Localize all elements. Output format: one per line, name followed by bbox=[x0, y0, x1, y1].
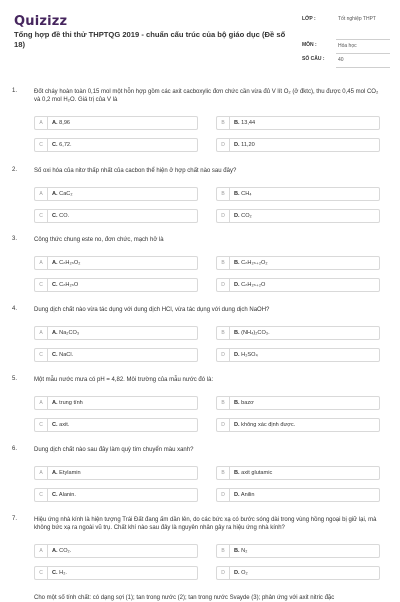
option-prefix: C. bbox=[52, 142, 58, 148]
option-letter: A bbox=[35, 545, 48, 557]
option-d[interactable] bbox=[216, 418, 380, 432]
option-letter: A bbox=[35, 257, 48, 269]
option-letter: B bbox=[217, 188, 230, 200]
option-text: CO. bbox=[59, 213, 70, 219]
option-text: N₂ bbox=[241, 548, 248, 554]
option-text: 11,20 bbox=[241, 142, 255, 148]
option-text: 8,96 bbox=[59, 120, 71, 126]
option-letter: A bbox=[35, 117, 48, 129]
option-prefix: A. bbox=[52, 330, 58, 336]
option-prefix: D. bbox=[234, 492, 240, 498]
option-text: không xác định được. bbox=[241, 422, 296, 428]
option-text: axit glutamic bbox=[241, 470, 273, 476]
option-prefix: C. bbox=[52, 492, 58, 498]
option-text: Na₂CO₃ bbox=[59, 330, 80, 336]
meta-subject-label: MÔN : bbox=[302, 42, 317, 48]
option-b[interactable] bbox=[216, 466, 380, 480]
option-prefix: D. bbox=[234, 422, 240, 428]
option-text: Etylamin bbox=[59, 470, 81, 476]
question-number: 5. bbox=[12, 376, 18, 382]
option-letter: D bbox=[217, 139, 230, 151]
option-c[interactable] bbox=[34, 418, 198, 432]
option-prefix: C. bbox=[52, 282, 58, 288]
option-text: CₙH₂ₙO₂ bbox=[59, 260, 81, 266]
option-letter: D bbox=[217, 210, 230, 222]
option-text: Alanin. bbox=[58, 492, 76, 498]
option-c[interactable] bbox=[34, 209, 198, 223]
meta-count bbox=[302, 54, 394, 68]
option-text: CO₂. bbox=[59, 548, 72, 554]
question-text-cutoff: Cho một số tính chất: có dạng sợi (1); tan trong nước (2); tan trong nước Svayde (3); phản ứng với axit nitric đặc bbox=[34, 595, 335, 601]
question-text: Dung dịch chất nào vừa tác dụng với dung dịch HCl, vừa tác dụng với dung dịch NaOH? bbox=[34, 307, 270, 313]
option-a[interactable] bbox=[34, 326, 198, 340]
option-prefix: A. bbox=[52, 191, 58, 197]
option-text: 6,72. bbox=[59, 142, 72, 148]
meta-subject bbox=[302, 40, 394, 54]
option-d[interactable] bbox=[216, 488, 380, 502]
option-text: H₂SO₄ bbox=[241, 352, 258, 358]
question-number: 7. bbox=[12, 516, 18, 522]
meta-subject-value: Hóa học bbox=[338, 43, 357, 49]
option-b[interactable] bbox=[216, 187, 380, 201]
option-d[interactable] bbox=[216, 348, 380, 362]
option-letter: C bbox=[35, 349, 48, 361]
option-letter: B bbox=[217, 327, 230, 339]
option-letter: B bbox=[217, 545, 230, 557]
option-prefix: D. bbox=[234, 213, 240, 219]
option-letter: D bbox=[217, 419, 230, 431]
option-letter: C bbox=[35, 567, 48, 579]
quizizz-logo: Quizizz bbox=[14, 14, 68, 29]
option-a[interactable] bbox=[34, 256, 198, 270]
option-letter: C bbox=[35, 419, 48, 431]
option-prefix: C. bbox=[52, 570, 58, 576]
meta-class-label: LỚP : bbox=[302, 16, 316, 22]
option-prefix: C. bbox=[52, 352, 58, 358]
option-c[interactable] bbox=[34, 348, 198, 362]
option-text: H₂. bbox=[59, 570, 67, 576]
meta-count-value: 40 bbox=[338, 57, 344, 63]
option-prefix: B. bbox=[234, 330, 240, 336]
option-letter: D bbox=[217, 489, 230, 501]
meta-divider bbox=[336, 67, 390, 68]
option-prefix: B. bbox=[234, 120, 240, 126]
option-letter: B bbox=[217, 467, 230, 479]
question-number: 3. bbox=[12, 236, 18, 242]
option-letter: C bbox=[35, 139, 48, 151]
option-letter: D bbox=[217, 279, 230, 291]
option-letter: B bbox=[217, 397, 230, 409]
option-prefix: D. bbox=[234, 570, 240, 576]
option-letter: D bbox=[217, 567, 230, 579]
option-d[interactable] bbox=[216, 138, 380, 152]
option-text: (NH₄)₂CO₃. bbox=[241, 330, 270, 336]
option-a[interactable] bbox=[34, 544, 198, 558]
option-prefix: D. bbox=[234, 352, 240, 358]
option-c[interactable] bbox=[34, 278, 198, 292]
question-text: Một mẫu nước mưa có pH = 4,82. Môi trường của mẫu nước đó là: bbox=[34, 377, 214, 383]
option-prefix: A. bbox=[52, 548, 58, 554]
option-text: CaC₂ bbox=[59, 191, 73, 197]
option-text: axit. bbox=[59, 422, 70, 428]
option-prefix: B. bbox=[234, 191, 240, 197]
option-b[interactable] bbox=[216, 116, 380, 130]
question-number: 2. bbox=[12, 167, 18, 173]
option-letter: D bbox=[217, 349, 230, 361]
option-text: O₂ bbox=[241, 570, 248, 576]
question-item-cutoff bbox=[0, 594, 400, 602]
question-text: Hiệu ứng nhà kính là hiện tượng Trái Đất đang ấm dần lên, do các bức xạ có bước sóng dài trong vùng hồng ngoại bị giữ lại, mà không bức xạ ra ngoài vũ trụ. Chất khí nào sau đây là nguyên nhân gây ra hiệu ứng nhà kính? bbox=[34, 517, 377, 531]
option-text: bazơ bbox=[241, 400, 254, 406]
option-b[interactable] bbox=[216, 326, 380, 340]
option-prefix: A. bbox=[52, 260, 58, 266]
option-a[interactable] bbox=[34, 466, 198, 480]
option-letter: C bbox=[35, 279, 48, 291]
meta-count-label: SỐ CÂU : bbox=[302, 56, 325, 62]
option-prefix: A. bbox=[52, 120, 58, 126]
option-b[interactable] bbox=[216, 256, 380, 270]
option-text: CH₄ bbox=[241, 191, 252, 197]
option-c[interactable] bbox=[34, 138, 198, 152]
option-text: CₙH₂ₙO bbox=[59, 282, 79, 288]
option-prefix: D. bbox=[234, 282, 240, 288]
option-letter: C bbox=[35, 210, 48, 222]
question-text: Đốt cháy hoàn toàn 0,15 mol một hỗn hợp gồm các axit cacboxylic đơn chức cần vừa đủ V lít O₂ (ở đktc), thu được 0,45 mol CO₂ và 0,2 mol H₂O. Giá trị của V là bbox=[34, 89, 379, 103]
option-b[interactable] bbox=[216, 396, 380, 410]
meta-class bbox=[302, 14, 394, 40]
option-prefix: A. bbox=[52, 470, 58, 476]
option-text: Anilin bbox=[240, 492, 255, 498]
option-c[interactable] bbox=[34, 566, 198, 580]
option-text: NaCl. bbox=[59, 352, 74, 358]
option-prefix: D. bbox=[234, 142, 240, 148]
option-letter: B bbox=[217, 117, 230, 129]
option-prefix: B. bbox=[234, 470, 240, 476]
option-letter: C bbox=[35, 489, 48, 501]
option-d[interactable] bbox=[216, 209, 380, 223]
worksheet-title: Tổng hợp đề thi thử THPTQG 2019 - chuẩn cấu trúc của bộ giáo dục (Đề số 18) bbox=[14, 30, 286, 49]
option-letter: B bbox=[217, 257, 230, 269]
option-letter: A bbox=[35, 467, 48, 479]
option-prefix: C. bbox=[52, 213, 58, 219]
option-prefix: A. bbox=[52, 400, 58, 406]
worksheet-meta bbox=[302, 14, 394, 68]
option-letter: A bbox=[35, 397, 48, 409]
question-text: Công thức chung este no, đơn chức, mạch hở là bbox=[34, 237, 164, 243]
option-prefix: B. bbox=[234, 260, 240, 266]
option-a[interactable] bbox=[34, 187, 198, 201]
option-d[interactable] bbox=[216, 566, 380, 580]
option-d[interactable] bbox=[216, 278, 380, 292]
question-text: Số oxi hóa của nitơ thấp nhất của cacbon thể hiện ở hợp chất nào sau đây? bbox=[34, 168, 237, 174]
option-text: CO₂ bbox=[241, 213, 252, 219]
option-c[interactable] bbox=[34, 488, 198, 502]
question-number: 4. bbox=[12, 306, 18, 312]
option-text: 13,44 bbox=[241, 120, 256, 126]
worksheet-header bbox=[0, 0, 400, 80]
option-letter: A bbox=[35, 327, 48, 339]
option-prefix: C. bbox=[52, 422, 58, 428]
question-text: Dung dịch chất nào sau đây làm quỳ tím chuyển màu xanh? bbox=[34, 447, 194, 453]
option-text: CₙH₂ₙ₊₂O₂ bbox=[241, 260, 268, 266]
option-a[interactable] bbox=[34, 396, 198, 410]
question-number: 6. bbox=[12, 446, 18, 452]
option-prefix: B. bbox=[234, 400, 240, 406]
option-prefix: B. bbox=[234, 548, 240, 554]
option-letter: A bbox=[35, 188, 48, 200]
meta-class-value: Tốt nghiệp THPT bbox=[338, 16, 376, 22]
question-number: 1. bbox=[12, 88, 18, 94]
option-a[interactable] bbox=[34, 116, 198, 130]
option-text: CₙH₂ₙ₊₂O bbox=[241, 282, 266, 288]
option-text: trung tính bbox=[59, 400, 83, 406]
option-b[interactable] bbox=[216, 544, 380, 558]
